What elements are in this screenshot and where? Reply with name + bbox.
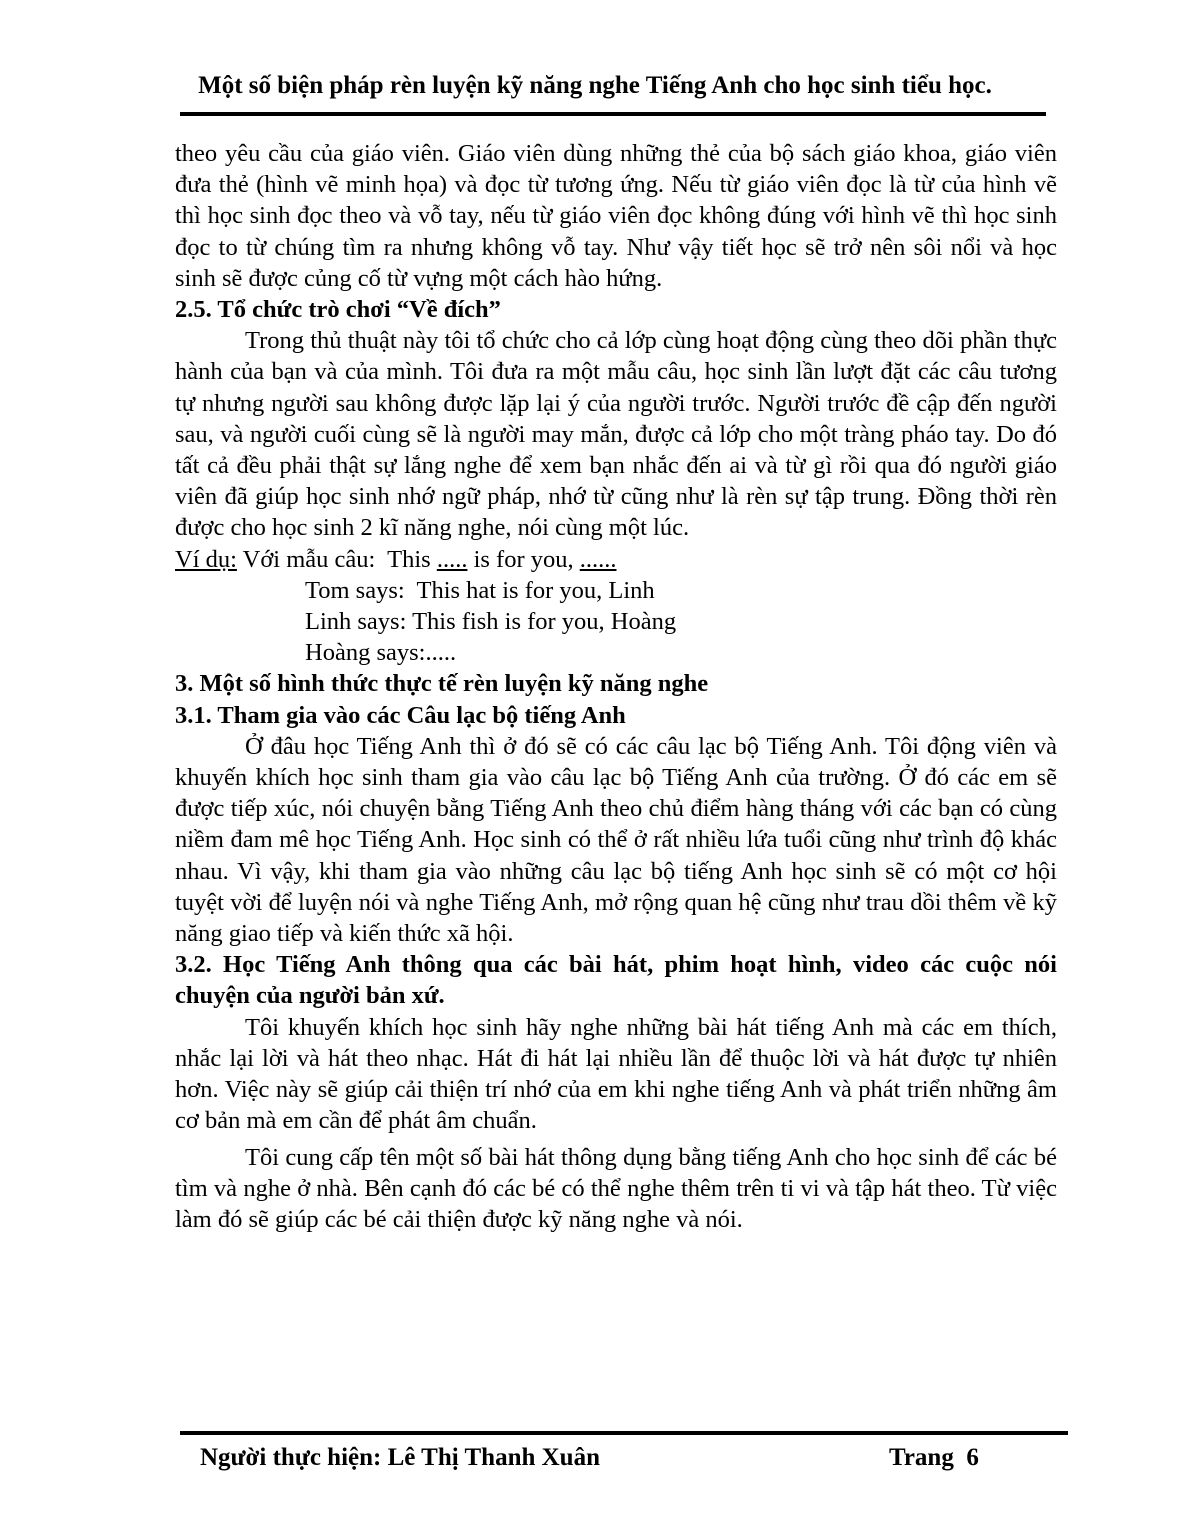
example-intro-text: Với mẫu câu: This: [236, 545, 437, 573]
header-rule: [180, 112, 1046, 116]
document-body: [175, 138, 1057, 1235]
example-mid-text: is for you,: [467, 545, 580, 573]
example-label: Ví dụ:: [175, 545, 237, 573]
example-line-tom: Tom says: This hat is for you, Linh: [305, 576, 655, 604]
example-intro: [175, 544, 1057, 575]
paragraph-english-club: Ở đâu học Tiếng Anh thì ở đó sẽ có các câu lạc bộ Tiếng Anh. Tôi động viên và khuyến khích học sinh tham gia vào câu lạc bộ Tiếng Anh của trường. Ở đó các em sẽ được tiếp xúc, nói chuyện bằng Tiếng Anh theo chủ điểm hàng tháng với các bạn có cùng niềm đam mê học Tiếng Anh. Học sinh có thể ở rất nhiều lứa tuổi cũng như trình độ khác nhau. Vì vậy, khi tham gia vào những câu lạc bộ tiếng Anh học sinh sẽ có một cơ hội tuyệt vời để luyện nói và nghe Tiếng Anh, mở rộng quan hệ cũng như trau dồi thêm về kỹ năng giao tiếp và kiến thức xã hội.: [175, 732, 1057, 948]
footer-page-number: Trang 6: [889, 1444, 979, 1471]
example-blank-1: .....: [436, 545, 468, 573]
example-line-linh: Linh says: This fish is for you, Hoàng: [305, 608, 677, 636]
footer-rule: [180, 1431, 1068, 1435]
example-blank-2: ......: [579, 545, 617, 573]
heading-3-1: 3.1. Tham gia vào các Câu lạc bộ tiếng Anh: [175, 701, 626, 729]
example-line-hoang: Hoàng says:.....: [305, 639, 457, 667]
page-header-title: Một số biện pháp rèn luyện kỹ năng nghe Tiếng Anh cho học sinh tiểu học.: [198, 72, 992, 99]
footer-author: Người thực hiện: Lê Thị Thanh Xuân: [200, 1444, 600, 1471]
paragraph-songs: Tôi khuyến khích học sinh hãy nghe những bài hát tiếng Anh mà các em thích, nhắc lại lời và hát theo nhạc. Hát đi hát lại nhiều lần để thuộc lời và hát được tự nhiên hơn. Việc này sẽ giúp cải thiện trí nhớ của em khi nghe tiếng Anh và phát triển những âm cơ bản mà em cần để phát âm chuẩn.: [175, 1013, 1057, 1135]
heading-3: 3. Một số hình thức thực tế rèn luyện kỹ năng nghe: [175, 670, 709, 698]
paragraph-cards-game: theo yêu cầu của giáo viên. Giáo viên dùng những thẻ của bộ sách giáo khoa, giáo viên đưa thẻ (hình vẽ minh họa) và đọc từ tương ứng. Nếu từ giáo viên đọc là từ của hình vẽ thì học sinh đọc theo và vỗ tay, nếu từ giáo viên đọc không đúng với hình vẽ thì học sinh đọc to từ chúng tìm ra nhưng không vỗ tay. Như vậy tiết học sẽ trở nên sôi nổi và học sinh sẽ được củng cố từ vựng một cách hào hứng.: [175, 140, 1057, 292]
heading-3-2: 3.2. Học Tiếng Anh thông qua các bài hát, phim hoạt hình, video các cuộc nói chuyện của người bản xứ.: [175, 951, 1057, 1010]
paragraph-song-list: Tôi cung cấp tên một số bài hát thông dụng bằng tiếng Anh cho học sinh để các bé tìm và nghe ở nhà. Bên cạnh đó các bé có thể nghe thêm trên ti vi và tập hát theo. Từ việc làm đó sẽ giúp các bé cải thiện được kỹ năng nghe và nói.: [175, 1143, 1057, 1233]
heading-2-5: 2.5. Tổ chức trò chơi “Về đích”: [175, 296, 501, 324]
paragraph-finish-line-game: Trong thủ thuật này tôi tổ chức cho cả lớp cùng hoạt động cùng theo dõi phần thực hành của bạn và của mình. Tôi đưa ra một mẫu câu, học sinh lần lượt đặt các câu tương tự nhưng người sau không được lặp lại ý của người trước. Người trước đề cập đến người sau, và người cuối cùng sẽ là người may mắn, được cả lớp cho một tràng pháo tay. Do đó tất cả đều phải thật sự lắng nghe để xem bạn nhắc đến ai và từ gì rồi qua đó người giáo viên đã giúp học sinh nhớ ngữ pháp, nhớ từ cũng như là rèn sự tập trung. Đồng thời rèn được cho học sinh 2 kĩ năng nghe, nói cùng một lúc.: [175, 327, 1057, 542]
